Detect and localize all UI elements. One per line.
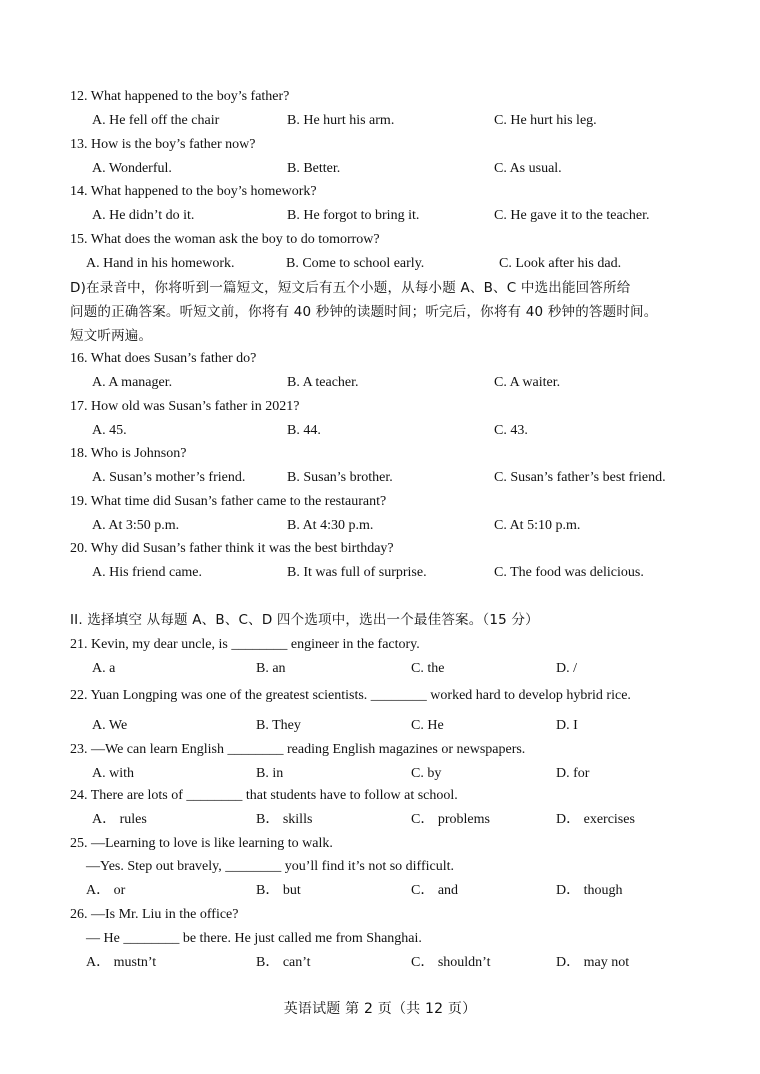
- option-15b: B. Come to school early.: [286, 256, 425, 271]
- page-footer: 英语试题 第 2 页（共 12 页）: [283, 1001, 477, 1017]
- option-23b: B. in: [256, 766, 284, 781]
- option-14b: B. He forgot to bring it.: [287, 208, 420, 223]
- question-16: 16. What does Susan’s father do?: [70, 351, 257, 366]
- option-16b: B. A teacher.: [287, 375, 359, 390]
- question-14: 14. What happened to the boy’s homework?: [70, 184, 317, 199]
- option-24b: B． skills: [256, 812, 313, 827]
- option-15a: A. Hand in his homework.: [86, 256, 235, 271]
- question-25: 25. —Learning to love is like learning to walk.: [70, 836, 333, 851]
- option-25c: C． and: [411, 883, 459, 898]
- option-13c: C. As usual.: [494, 161, 562, 176]
- partD-instruction-line2: 问题的正确答案。听短文前，你将有 40 秒钟的读题时间；听完后，你将有 40 秒钟的答题时间。: [70, 304, 658, 320]
- question-20: 20. Why did Susan’s father think it was the best birthday?: [70, 541, 394, 556]
- option-21d: D. /: [556, 661, 577, 676]
- option-13b: B. Better.: [287, 161, 341, 176]
- option-21c: C. the: [411, 661, 445, 676]
- option-24c: C． problems: [411, 812, 490, 827]
- question-15: 15. What does the woman ask the boy to do tomorrow?: [70, 232, 380, 247]
- option-22d: D. I: [556, 718, 578, 733]
- option-22b: B. They: [256, 718, 301, 733]
- option-18b: B. Susan’s brother.: [287, 470, 393, 485]
- partD-instruction-line3: 短文听两遍。: [70, 328, 153, 344]
- option-17a: A. 45.: [92, 423, 127, 438]
- option-12c: C. He hurt his leg.: [494, 113, 597, 128]
- section-2-title: II. 选择填空 从每题 A、B、C、D 四个选项中，选出一个最佳答案。（15 分）: [70, 612, 539, 628]
- option-25d: D． though: [556, 883, 623, 898]
- option-23a: A. with: [92, 766, 134, 781]
- option-24a: A． rules: [92, 812, 147, 827]
- option-14a: A. He didn’t do it.: [92, 208, 195, 223]
- option-15c: C. Look after his dad.: [499, 256, 622, 271]
- option-21a: A. a: [92, 661, 116, 676]
- option-26d: D． may not: [556, 955, 630, 970]
- option-12a: A. He fell off the chair: [92, 113, 220, 128]
- partD-instruction-line1: D)在录音中，你将听到一篇短文，短文后有五个小题，从每小题 A、B、C 中选出能回答所给: [70, 280, 631, 296]
- option-22c: C. He: [411, 718, 444, 733]
- question-21: 21. Kevin, my dear uncle, is ________ engineer in the factory.: [70, 637, 420, 652]
- question-13: 13. How is the boy’s father now?: [70, 137, 256, 152]
- option-19c: C. At 5:10 p.m.: [494, 518, 581, 533]
- option-16c: C. A waiter.: [494, 375, 561, 390]
- option-14c: C. He gave it to the teacher.: [494, 208, 650, 223]
- question-23: 23. —We can learn English ________ reading English magazines or newspapers.: [70, 742, 526, 757]
- question-24: 24. There are lots of ________ that students have to follow at school.: [70, 788, 458, 803]
- question-25-reply: —Yes. Step out bravely, ________ you’ll find it’s not so difficult.: [86, 859, 455, 874]
- option-24d: D． exercises: [556, 812, 635, 827]
- option-19b: B. At 4:30 p.m.: [287, 518, 374, 533]
- option-23c: C. by: [411, 766, 442, 781]
- question-18: 18. Who is Johnson?: [70, 446, 187, 461]
- question-17: 17. How old was Susan’s father in 2021?: [70, 399, 300, 414]
- option-20c: C. The food was delicious.: [494, 565, 644, 580]
- option-25b: B． but: [256, 883, 301, 898]
- option-17c: C. 43.: [494, 423, 528, 438]
- option-18c: C. Susan’s father’s best friend.: [494, 470, 666, 485]
- option-21b: B. an: [256, 661, 286, 676]
- question-26: 26. —Is Mr. Liu in the office?: [70, 907, 239, 922]
- option-18a: A. Susan’s mother’s friend.: [92, 470, 246, 485]
- question-26-reply: — He ________ be there. He just called me from Shanghai.: [86, 931, 422, 946]
- option-13a: A. Wonderful.: [92, 161, 172, 176]
- option-22a: A. We: [92, 718, 128, 733]
- question-19: 19. What time did Susan’s father came to the restaurant?: [70, 494, 387, 509]
- option-12b: B. He hurt his arm.: [287, 113, 395, 128]
- option-16a: A. A manager.: [92, 375, 173, 390]
- option-20a: A. His friend came.: [92, 565, 203, 580]
- option-26c: C． shouldn’t: [411, 955, 491, 970]
- option-20b: B. It was full of surprise.: [287, 565, 427, 580]
- option-25a: A． or: [86, 883, 126, 898]
- option-26a: A． mustn’t: [86, 955, 157, 970]
- option-17b: B. 44.: [287, 423, 321, 438]
- option-19a: A. At 3:50 p.m.: [92, 518, 180, 533]
- question-12: 12. What happened to the boy’s father?: [70, 89, 290, 104]
- option-23d: D. for: [556, 766, 590, 781]
- question-22: 22. Yuan Longping was one of the greatest scientists. ________ worked hard to develop hybrid rice.: [70, 688, 631, 703]
- option-26b: B． can’t: [256, 955, 311, 970]
